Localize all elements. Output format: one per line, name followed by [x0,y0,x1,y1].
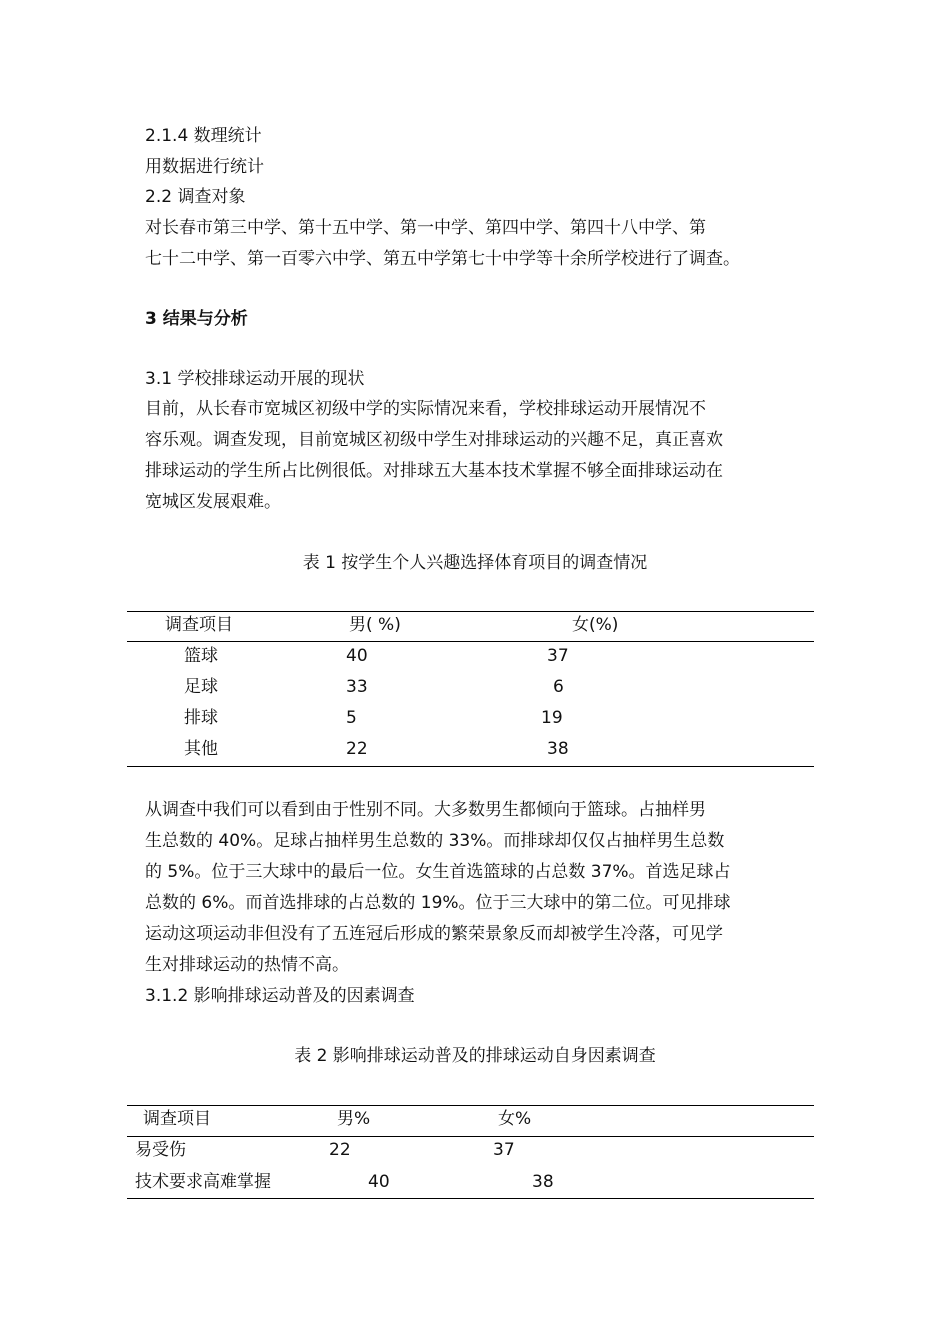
paragraph-line: 七十二中学、第一百零六中学、第五中学第七十中学等十余所学校进行了调查。 [145,249,740,269]
table1-cell-male: 22 [346,739,368,759]
paragraph-line: 从调查中我们可以看到由于性别不同。大多数男生都倾向于篮球。占抽样男 [145,800,706,820]
heading-3-results: 3 结果与分析 [145,309,248,329]
table1-top-rule [127,611,814,612]
paragraph-line: 生总数的 40%。足球占抽样男生总数的 33%。而排球却仅仅占抽样男生总数 [145,831,725,851]
table1-cell-female: 19 [541,708,563,728]
table2-cell-male: 22 [329,1140,351,1160]
table1-cell-female: 6 [553,677,564,697]
table1-cell-female: 38 [547,739,569,759]
paragraph-line: 容乐观。调查发现，目前宽城区初级中学生对排球运动的兴趣不足，真正喜欢 [145,430,723,450]
heading-3-1-2: 3.1.2 影响排球运动普及的因素调查 [145,986,415,1006]
table2-top-rule [127,1105,814,1106]
table2-bottom-rule [127,1198,814,1199]
table1-header-rule [127,641,814,642]
table1-caption: 表 1 按学生个人兴趣选择体育项目的调查情况 [302,553,648,573]
table1-cell-item: 篮球 [184,646,218,666]
heading-2-1-4: 2.1.4 数理统计 [145,126,262,146]
table2-header-rule [127,1136,814,1137]
table2-header-male: 男% [337,1109,371,1129]
table2-header-item: 调查项目 [143,1109,211,1129]
paragraph-line: 的 5%。位于三大球中的最后一位。女生首选篮球的占总数 37%。首选足球占 [145,862,731,882]
table2-header-female: 女% [498,1109,532,1129]
paragraph-line: 用数据进行统计 [145,157,264,177]
table1-header-female: 女(%) [572,615,619,635]
paragraph-line: 对长春市第三中学、第十五中学、第一中学、第四中学、第四十八中学、第 [145,218,706,238]
table2-cell-male: 40 [368,1172,390,1192]
heading-3-1: 3.1 学校排球运动开展的现状 [145,369,365,389]
table1-cell-male: 5 [346,708,357,728]
table2-cell-item: 技术要求高难掌握 [135,1172,271,1192]
paragraph-line: 宽城区发展艰难。 [145,492,281,512]
table1-cell-item: 排球 [184,708,218,728]
table2-caption: 表 2 影响排球运动普及的排球运动自身因素调查 [294,1046,656,1066]
table2-cell-female: 37 [493,1140,515,1160]
table1-cell-male: 40 [346,646,368,666]
table1-cell-female: 37 [547,646,569,666]
paragraph-line: 排球运动的学生所占比例很低。对排球五大基本技术掌握不够全面排球运动在 [145,461,723,481]
paragraph-line: 生对排球运动的热情不高。 [145,955,349,975]
paragraph-line: 运动这项运动非但没有了五连冠后形成的繁荣景象反而却被学生冷落，可见学 [145,924,723,944]
table2-cell-item: 易受伤 [135,1140,186,1160]
table1-cell-item: 其他 [184,739,218,759]
table1-header-item: 调查项目 [165,615,233,635]
table1-cell-item: 足球 [184,677,218,697]
paragraph-line: 总数的 6%。而首选排球的占总数的 19%。位于三大球中的第二位。可见排球 [145,893,731,913]
table1-header-male: 男( %) [349,615,401,635]
table1-bottom-rule [127,766,814,767]
heading-2-2: 2.2 调查对象 [145,187,246,207]
paragraph-line: 目前，从长春市宽城区初级中学的实际情况来看，学校排球运动开展情况不 [145,399,706,419]
table1-cell-male: 33 [346,677,368,697]
table2-cell-female: 38 [532,1172,554,1192]
